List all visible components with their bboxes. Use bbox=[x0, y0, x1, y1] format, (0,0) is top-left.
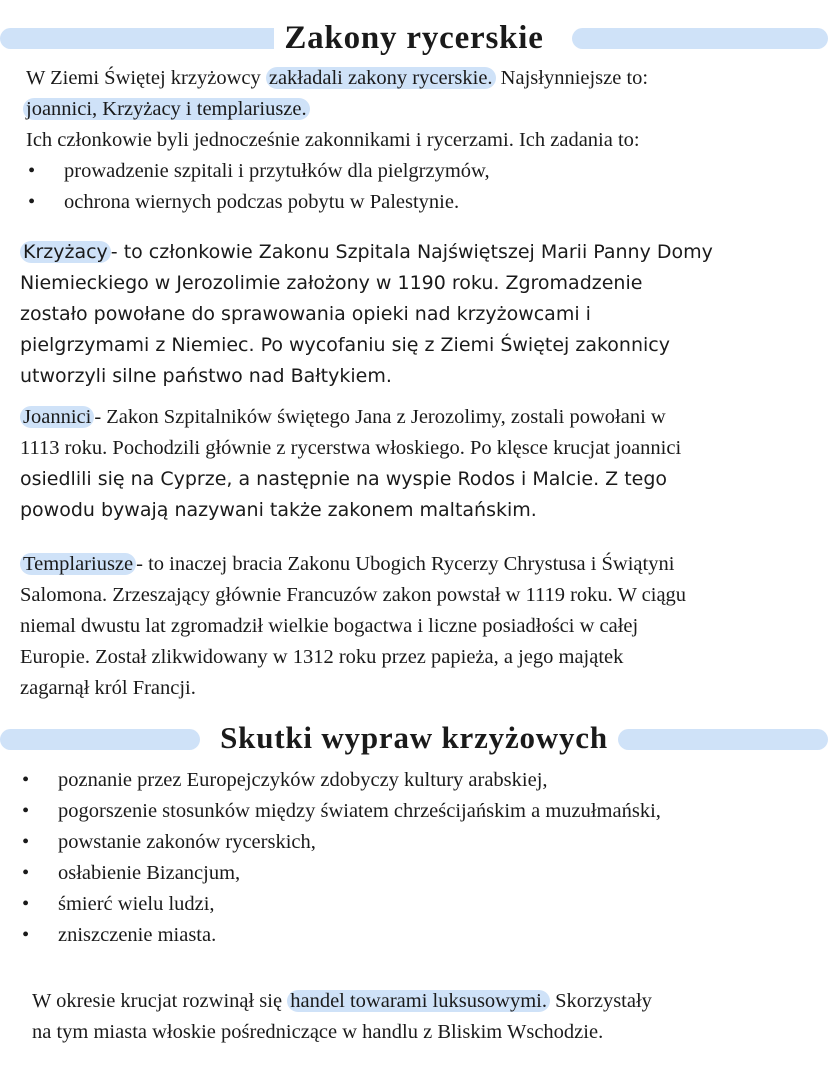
list-item: • prowadzenie szpitali i przytułków dla pielgrzymów, bbox=[26, 156, 648, 187]
heading-zakony-rycerskie: Zakony rycerskie bbox=[0, 18, 828, 58]
term-krzyzacy: Krzyżacy bbox=[20, 241, 111, 263]
heading-skutki: Skutki wypraw krzyżowych bbox=[0, 718, 828, 758]
list-item: • pogorszenie stosunków między światem chrześcijańskim a muzułmański, bbox=[20, 796, 661, 827]
list-item: • śmierć wielu ludzi, bbox=[20, 889, 661, 920]
highlight-names: joannici, Krzyżacy i templariusze. bbox=[23, 98, 310, 120]
effects-list bbox=[20, 765, 661, 951]
term-joannici: Joannici bbox=[20, 406, 94, 428]
intro-paragraph: W Ziemi Świętej krzyżowcy zakładali zakony rycerskie. Najsłynniejsze to: joannici, Krzyżacy i templariusze. Ich członkowie byli jednocześnie zakonnikami i rycerzami. Ich zadania to: • prowadzenie szpitali i przytułków dla pielgrzymów, • ochrona wiernych podczas pobytu w Palestynie. bbox=[26, 63, 648, 218]
list-item: • poznanie przez Europejczyków zdobyczy kultury arabskiej, bbox=[20, 765, 661, 796]
list-item: • powstanie zakonów rycerskich, bbox=[20, 827, 661, 858]
templariusze-paragraph: Templariusze - to inaczej bracia Zakonu Ubogich Rycerzy Chrystusa i Świątyni Salomona. Zrzeszający głównie Francuzów zakon powstał w 1119 roku. W ciągu niemal dwustu lat zgromadził wielkie bogactwa i liczne posiadłości w całej Europie. Został zlikwidowany w 1312 roku przez papieża, a jego majątek zagarnął król Francji. bbox=[20, 553, 687, 699]
list-item: • ochrona wiernych podczas pobytu w Palestynie. bbox=[26, 187, 648, 218]
heading-zakony-row bbox=[0, 18, 828, 58]
list-item: • osłabienie Bizancjum, bbox=[20, 858, 661, 889]
trade-paragraph: W okresie krucjat rozwinął się handel towarami luksusowymi. Skorzystały na tym miasta włoskie pośredniczące w handlu z Bliskim Wschodzie. bbox=[32, 990, 652, 1043]
highlight-handel: handel towarami luksusowymi. bbox=[287, 990, 550, 1012]
heading-skutki-row bbox=[0, 718, 828, 758]
joannici-paragraph: Joannici - Zakon Szpitalników świętego Jana z Jerozolimy, zostali powołani w 1113 roku. Pochodzili głównie z rycerstwa włoskiego. Po klęsce krucjat joannici osiedlili się na Cyprze, a następnie na wyspie Rodos i Malcie. Z tego powodu bywają nazywani także zakonem maltańskim. bbox=[20, 406, 682, 521]
krzyzacy-paragraph: Krzyżacy - to członkowie Zakonu Szpitala Najświętszej Marii Panny Domy Niemieckiego w Jerozolimie założony w 1190 roku. Zgromadzenie zostało powołane do sprawowania opieki nad krzyżowcami i pielgrzymami z Niemiec. Po wycofaniu się z Ziemi Świętej zakonnicy utworzyli silne państwo nad Bałtykiem. bbox=[20, 241, 713, 387]
term-templariusze: Templariusze bbox=[20, 553, 136, 575]
list-item: • zniszczenie miasta. bbox=[20, 920, 661, 951]
highlight-zakony: zakładali zakony rycerskie. bbox=[266, 67, 496, 89]
